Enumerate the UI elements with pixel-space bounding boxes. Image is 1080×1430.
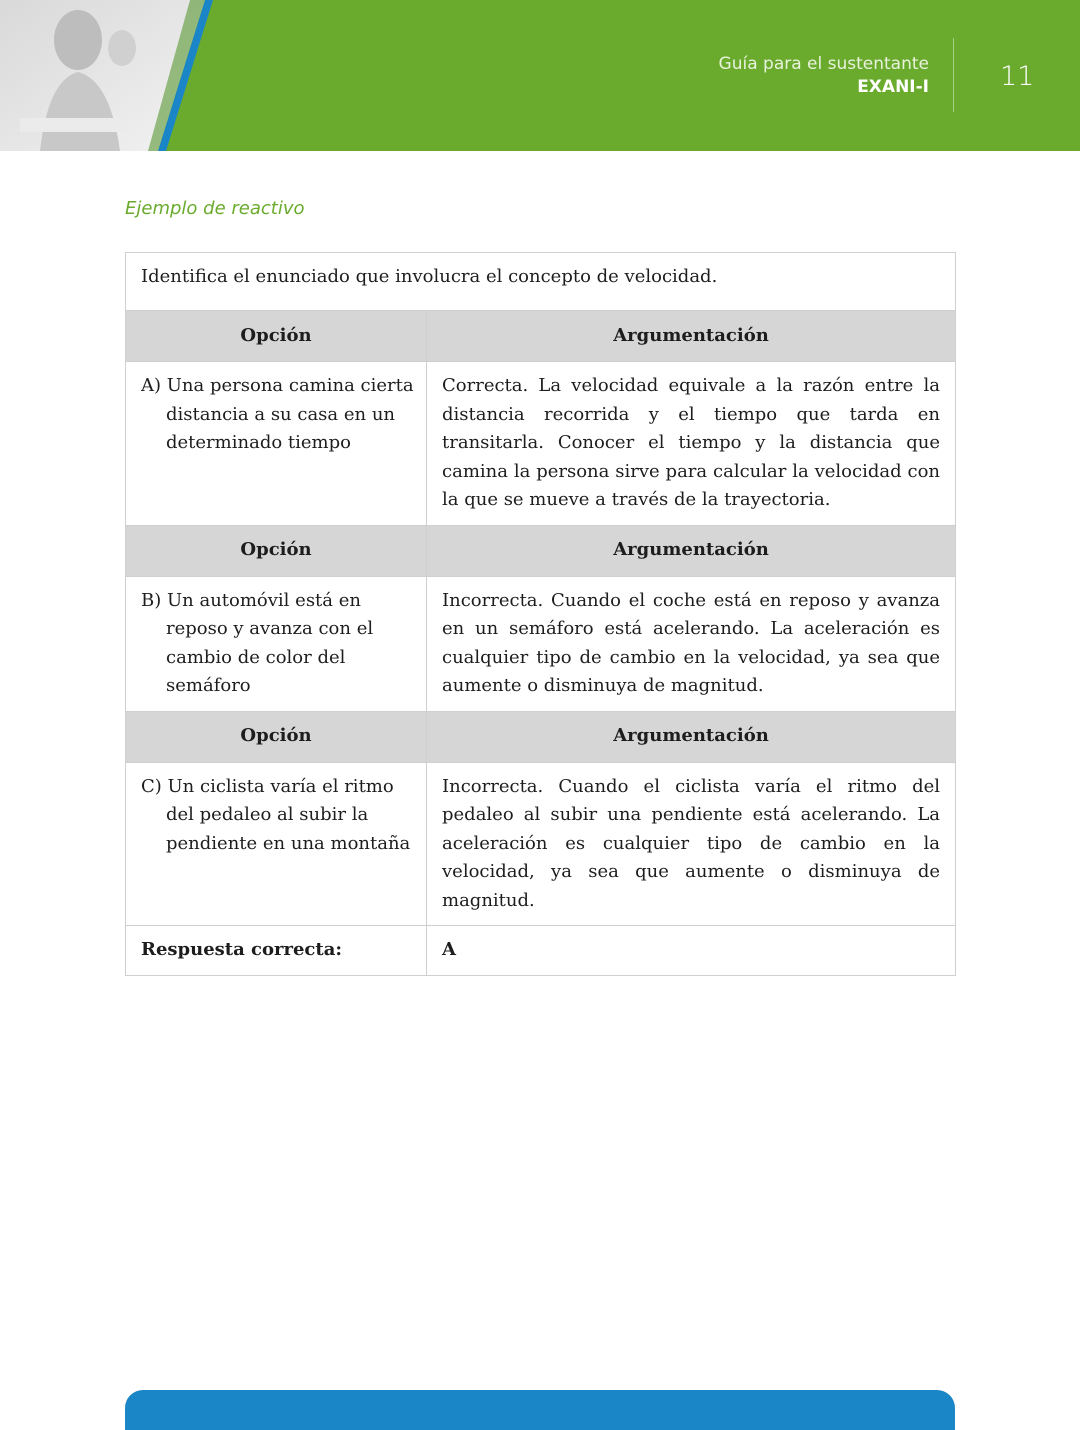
option-header: Opción — [126, 311, 427, 362]
page-header — [0, 0, 1080, 151]
argument-text: Correcta. La velocidad equivale a la razón entre la distancia recorrida y el tiempo que tarda en transitarla. Conocer el tiempo y la distancia que camina la persona sirve para calcular la velocidad con la que se mueve a través de la trayectoria. — [427, 362, 956, 526]
section-label: Ejemplo de reactivo — [125, 198, 305, 219]
footer-band — [125, 1390, 955, 1430]
student-photo-image — [0, 0, 230, 151]
question-text: Identifica el enunciado que involucra el concepto de velocidad. — [126, 253, 956, 311]
option-row-a — [126, 362, 956, 526]
option-cell — [126, 762, 427, 926]
page-number: 11 — [1000, 61, 1035, 92]
argument-header: Argumentación — [427, 711, 956, 762]
question-row — [126, 253, 956, 311]
answer-label: Respuesta correcta: — [126, 926, 427, 976]
header-row — [126, 711, 956, 762]
option-text: A) Una persona camina cierta distancia a su casa en un determinado tiempo — [141, 375, 414, 453]
argument-header: Argumentación — [427, 311, 956, 362]
exam-name: EXANI-I — [857, 77, 929, 97]
option-row-b — [126, 576, 956, 711]
item-table — [125, 252, 956, 976]
option-text: C) Un ciclista varía el ritmo del pedaleo al subir la pendiente en una montaña — [141, 775, 411, 854]
option-header: Opción — [126, 711, 427, 762]
option-row-c — [126, 762, 956, 926]
option-header: Opción — [126, 525, 427, 576]
argument-header: Argumentación — [427, 525, 956, 576]
header-divider — [953, 38, 954, 112]
option-cell — [126, 362, 427, 526]
guide-title: Guía para el sustentante — [718, 54, 929, 74]
argument-text: Incorrecta. Cuando el coche está en reposo y avanza en un semáforo está acelerando. La aceleración es cualquier tipo de cambio en la velocidad, ya sea que aumente o disminuya de magnitud. — [427, 576, 956, 711]
argument-text: Incorrecta. Cuando el ciclista varía el ritmo del pedaleo al subir una pendiente está acelerando. La aceleración es cualquier tipo de cambio en la velocidad, ya sea que aumente o disminuya de magnitud. — [427, 762, 956, 926]
answer-value: A — [427, 926, 956, 976]
header-row — [126, 525, 956, 576]
header-row — [126, 311, 956, 362]
option-text: B) Un automóvil está en reposo y avanza con el cambio de color del semáforo — [141, 589, 374, 696]
answer-row — [126, 926, 956, 976]
option-cell — [126, 576, 427, 711]
